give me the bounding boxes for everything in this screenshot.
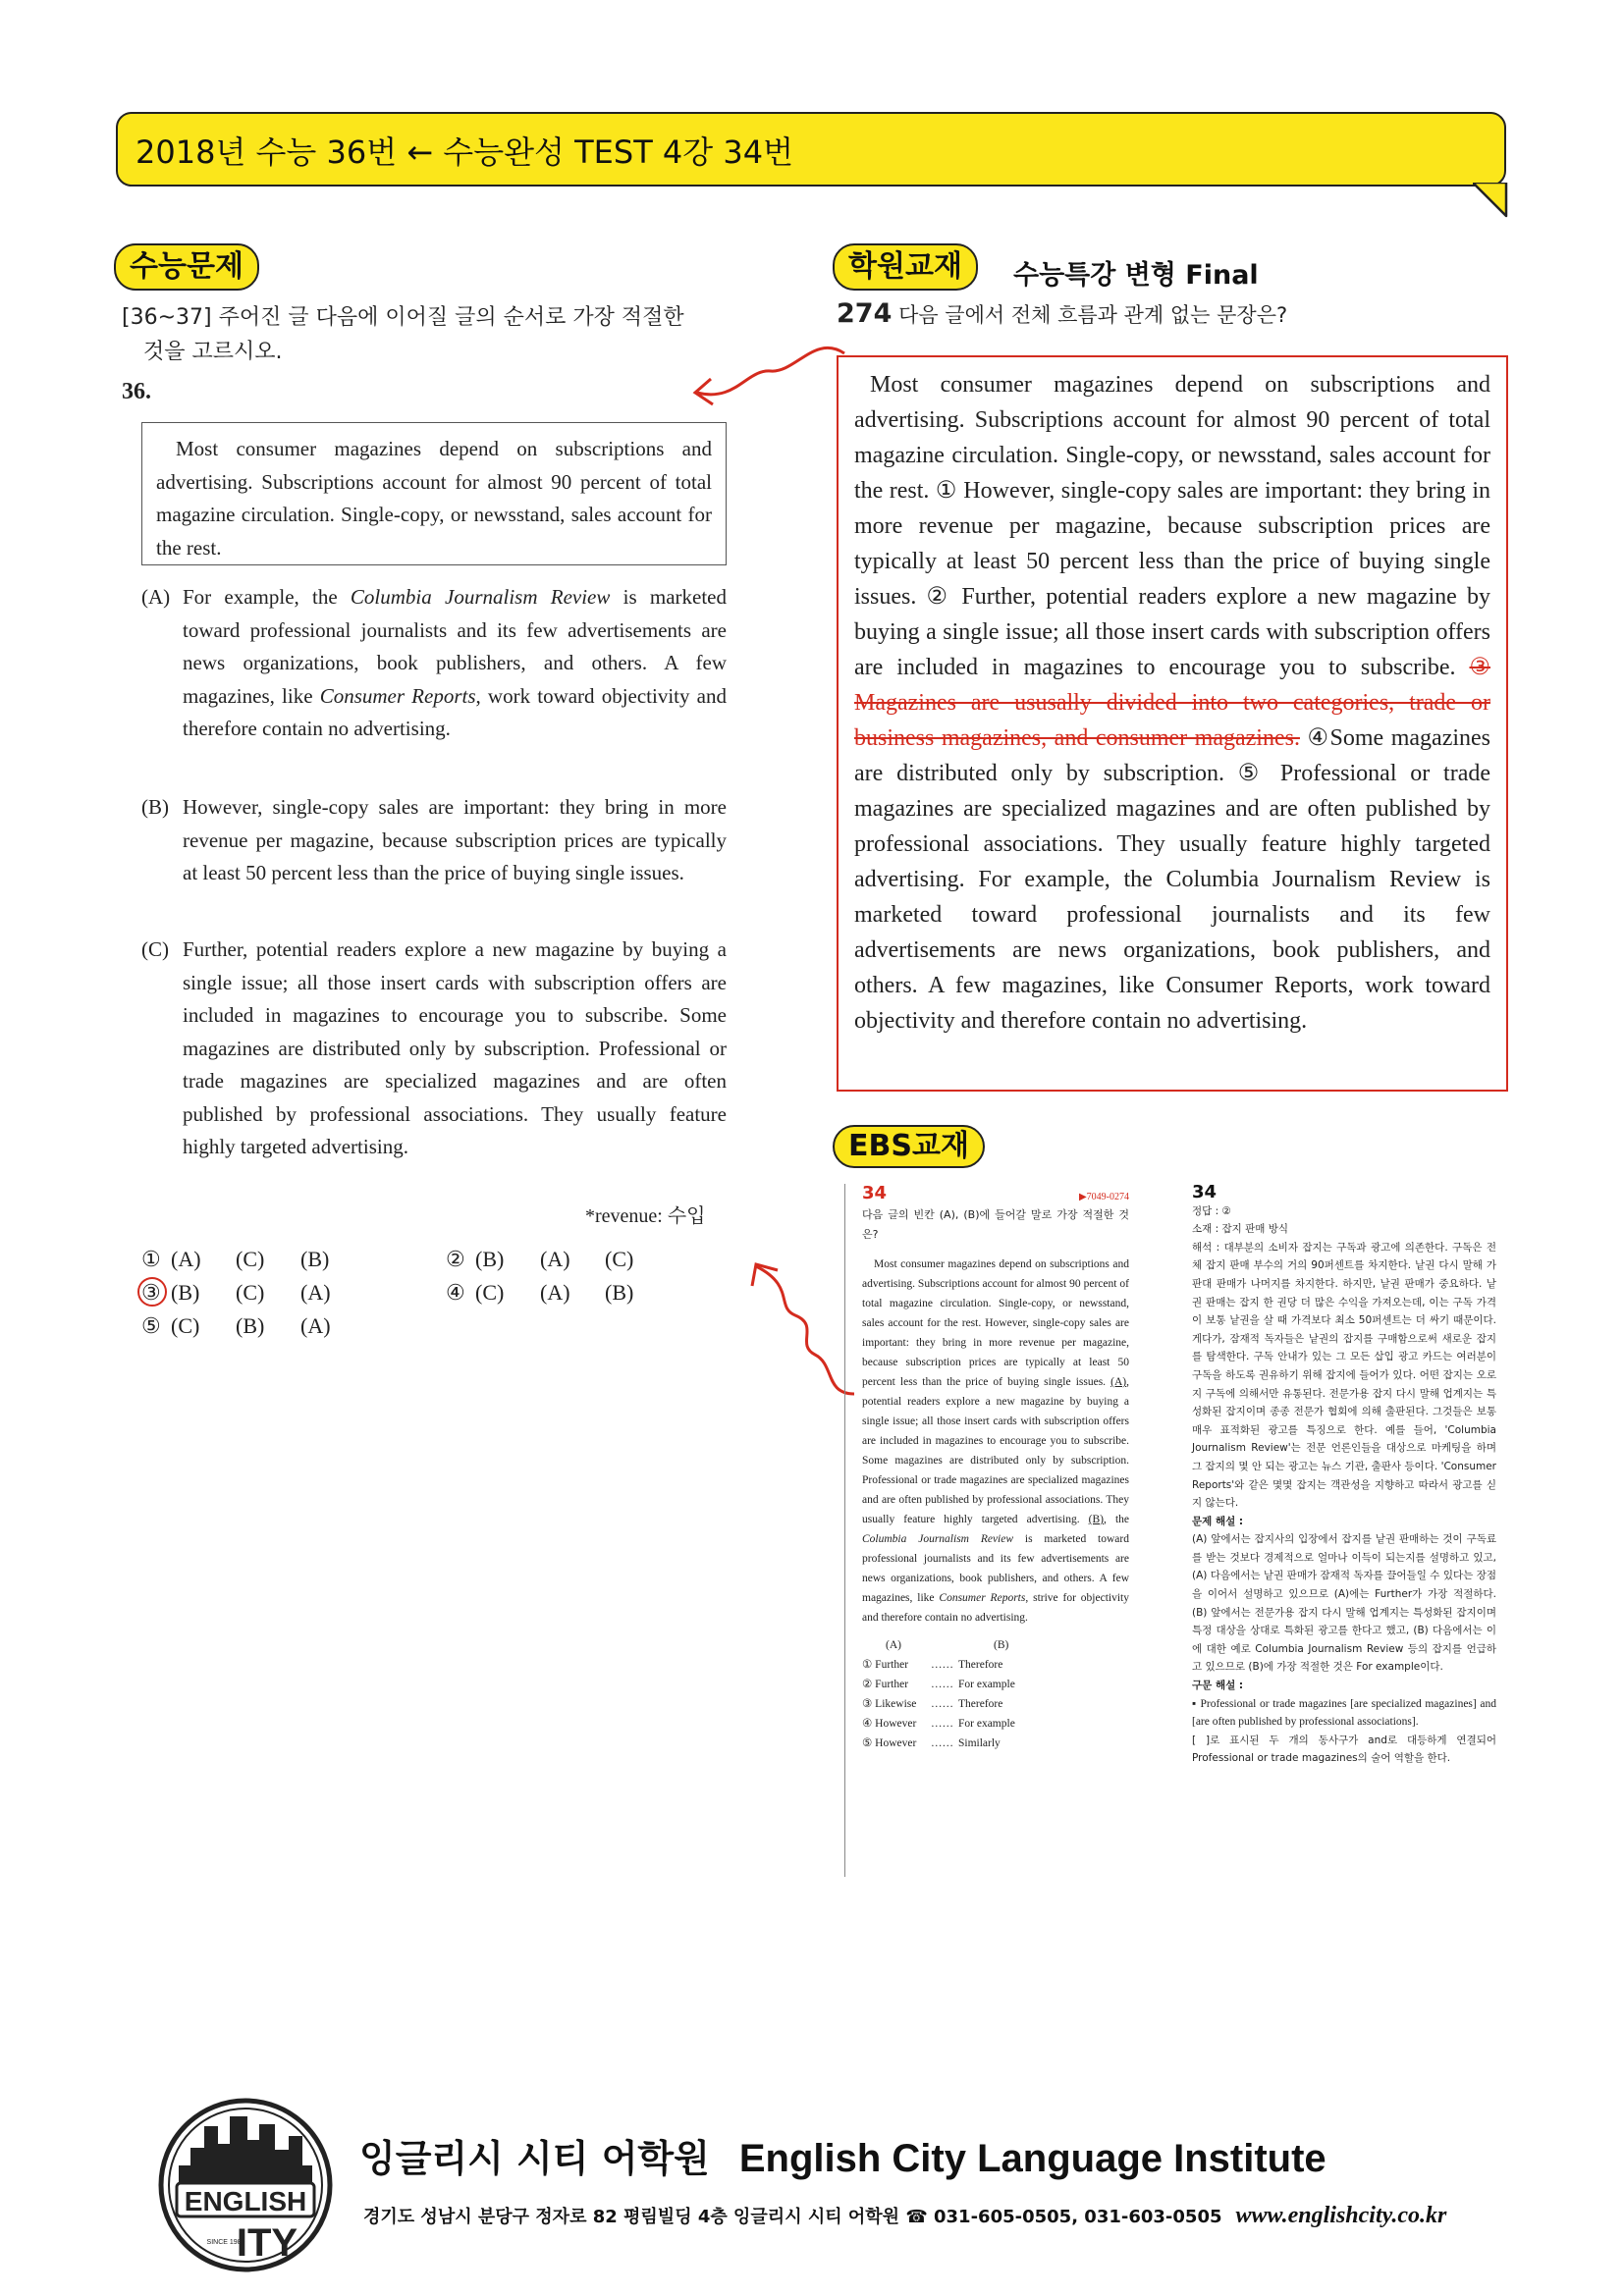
- given-passage-box: [141, 422, 727, 565]
- item-label: (C): [141, 937, 169, 961]
- given-passage: Most consumer magazines depend on subscriptions and advertising. Subscriptions account for almost 90 percent of total magazine circulation. Single-copy, or newsstand, sales account for the rest.: [156, 437, 712, 560]
- option-3[interactable]: ③ (B) (C) (A): [141, 1280, 331, 1305]
- ebs-options: (A) (B) ① Further …… Therefore ② Further …… For example ③ Likewise …… Therefore ④ However …… For example ⑤ However …… Similarly: [862, 1635, 1129, 1753]
- option-5[interactable]: ⑤ (C) (B) (A): [141, 1313, 331, 1338]
- ebs-explain: (A) 앞에서는 잡지사의 입장에서 잡지를 낱권 판매하는 것이 구독료를 받는 것보다 경제적으로 얼마나 이득이 되는지를 설명하고 있고, (A) 다음에서는 낱권 판매가 잠재적 독자를 끌어들일 수 있다는 장점을 이어서 설명하고 있으므로 (A)에는 Further가 가장 적절하다. (B) 앞에서는 전문가용 잡지 다시 말해 업계지는 특성화된 잡지이며 특정 대상을 상대로 특화된 광고를 한다고 했고, (B) 다음에서는 이에 대한 예로 Columbia Journalism Review 등의 잡지를 언급하고 있으므로 (B)에 가장 적절한 것은 For example이다.: [1192, 1533, 1496, 1674]
- ebs-passage: Most consumer magazines depend on subscriptions and advertising. Subscriptions account for almost 90 percent of total magazine circulation. Single-copy, or newsstand, sales account for the rest. However, single-copy sales are important: they bring in more revenue per magazine, because subscription prices are typically at least 50 percent less than the price of buying single issues. (A), potential readers explore a new magazine by buying a single issue; all those insert cards with subscription offers are included in magazines to encourage you to subscribe. Some magazines are distributed only by subscription. Professional or trade magazines are specialized magazines and are often published by professional associations. They usually feature highly targeted advertising. (B), the Columbia Journalism Review is marketed toward professional journalists and its few advertisements are news organizations, book publishers, and others. A few magazines, like Consumer Reports, strive for objectivity and therefore contain no advertising.: [862, 1258, 1129, 1624]
- institute-name: [359, 2128, 1326, 2182]
- academy-question-number: 274: [837, 298, 893, 329]
- institute-address: [363, 2203, 1446, 2229]
- answer-circle-icon: [137, 1277, 167, 1307]
- svg-text:ENGLISH: ENGLISH: [184, 2186, 307, 2216]
- item-c: [141, 934, 727, 1164]
- item-text: For example, the Columbia Journalism Review is marketed toward professional journalists and its few advertisements are news organizations, book publishers, and others. A few magazines, like Consumer Reports, work toward objectivity and therefore contain no advertising.: [183, 585, 727, 740]
- svg-text:SINCE 1989: SINCE 1989: [206, 2239, 245, 2246]
- question-number: 36.: [122, 379, 151, 404]
- ebs-answer-number: 34: [1192, 1182, 1218, 1202]
- label-csat-question: 수능문제: [114, 243, 259, 291]
- ebs-option-5[interactable]: ⑤ However …… Similarly: [862, 1737, 1001, 1749]
- ebs-struct-2: [ ]로 표시된 두 개의 동사구가 and로 대등하게 연결되어 Professional or trade magazines의 술어 역할을 한다.: [1192, 1734, 1496, 1765]
- item-text: However, single-copy sales are important: they bring in more revenue per magazine, because subscription prices are typically at least 50 percent less than the price of buying single issues.: [183, 795, 727, 884]
- label-academy-material: 학원교재: [833, 243, 978, 291]
- ebs-explain-head: 문제 해설 :: [1192, 1515, 1244, 1527]
- ebs-struct-1: ▪ Professional or trade magazines [are specialized magazines] and [are often published by professional associations].: [1192, 1697, 1496, 1729]
- banner-title: 2018년 수능 36번 ← 수능완성 TEST 4강 34번: [135, 133, 793, 171]
- arrow-icon: [717, 1247, 864, 1414]
- academy-question: [837, 298, 1287, 329]
- option-4[interactable]: ④ (C) (A) (B): [446, 1280, 634, 1305]
- ebs-translation: 해석 : 대부분의 소비자 잡지는 구독과 광고에 의존한다. 구독은 전체 잡지 판매 부수의 거의 90퍼센트를 차지한다. 낱권 다시 말해 가판대 판매가 나머지를 차지한다. 하지만, 낱권 판매가 중요하다. 낱권 판매는 잡지 한 권당 더 많은 수익을 가져오는데, 이는 구독 가격이 보통 낱권을 살 때 가격보다 최소 50퍼센트는 더 싸기 때문이다. 게다가, 잠재적 독자들은 낱권의 잡지를 구매함으로써 새로운 잡지를 탐색한다. 구독 안내가 있는 그 모든 삽입 광고 카드는 여러분이 구독을 하도록 권유하기 위해 잡지에 들어가 있다. 어떤 잡지는 오로지 구독에 의해서만 유통된다. 전문가용 잡지 다시 말해 업계지는 특성화된 잡지이며 종종 전문가 협회에 의해 출판된다. 그것들은 보통 매우 표적화된 광고를 특징으로 한다. 예를 들어, 'Columbia Journalism Review'는 전문 언론인들을 대상으로 마케팅을 하며 그 잡지의 몇 안 되는 광고는 뉴스 기관, 출판사 등이다. 'Consumer Reports'와 같은 몇몇 잡지는 객관성을 지향하고 따라서 광고를 싣지 않는다.: [1192, 1241, 1496, 1510]
- ebs-answer: 정답 : ②: [1192, 1204, 1231, 1217]
- ebs-code: ▶7049-0274: [1078, 1192, 1129, 1202]
- academy-subtitle: 수능특강 변형 Final: [1013, 260, 1259, 291]
- ebs-question: 다음 글의 빈칸 (A), (B)에 들어갈 말로 가장 적절한 것은?: [862, 1208, 1129, 1241]
- ebs-subject: 소재 : 잡지 판매 방식: [1192, 1223, 1289, 1236]
- academy-passage: Most consumer magazines depend on subscriptions and advertising. Subscriptions account for almost 90 percent of total magazine circulation. Single-copy, or newsstand, sales account for the rest. ① However, single-copy sales are important: they bring in more revenue per magazine, because subscription prices are typically at least 50 percent less than the price of buying single issues. ② Further, potential readers explore a new magazine by buying a single issue; all those insert cards with subscription offers are included in magazines to encourage you to subscribe. ③ Magazines are ususally divided into two categories, trade or business magazines, and consumer magazines. ④Some magazines are distributed only by subscription. ⑤ Professional or trade magazines are specialized magazines and are often published by professional associations. They usually feature highly targeted advertising. For example, the Columbia Journalism Review is marketed toward professional journalists and its few advertisements are news organizations, book publishers, and others. A few magazines, like Consumer Reports, work toward objectivity and therefore contain no advertising.: [854, 372, 1491, 1034]
- ebs-question-column: [862, 1184, 1129, 1753]
- arrow-icon: [677, 334, 854, 422]
- struck-sentence: ③ Magazines are ususally divided into two categories, trade or business magazines, and consumer magazines.: [854, 655, 1490, 751]
- ebs-option-4[interactable]: ④ However …… For example: [862, 1718, 1015, 1730]
- english-city-logo-icon: [157, 2097, 334, 2273]
- svg-text:ITY: ITY: [236, 2221, 298, 2265]
- instruction-line-2: 것을 고르시오.: [143, 340, 283, 364]
- ebs-struct-head: 구문 해설 :: [1192, 1680, 1244, 1692]
- ebs-option-1[interactable]: ① Further …… Therefore: [862, 1659, 1003, 1671]
- option-2[interactable]: ② (B) (A) (C): [446, 1247, 634, 1271]
- academy-question-text: 다음 글에서 전체 흐름과 관계 없는 문장은?: [898, 303, 1288, 327]
- ebs-divider: [844, 1184, 845, 1877]
- ebs-number: 34: [862, 1183, 888, 1203]
- item-label: (A): [141, 585, 171, 609]
- instruction-line-1: [36~37] 주어진 글 다음에 이어질 글의 순서로 가장 적절한: [122, 305, 684, 330]
- label-ebs-material: EBS교재: [833, 1125, 985, 1168]
- address-text: 경기도 성남시 분당구 정자로 82 평림빌딩 4층 잉글리시 시티 어학원 ☎ 031-605-0505, 031-603-0505: [363, 2207, 1222, 2227]
- item-a: [141, 581, 727, 746]
- institute-name-en: English City Language Institute: [738, 2137, 1326, 2180]
- ebs-option-3[interactable]: ③ Likewise …… Therefore: [862, 1698, 1003, 1710]
- website-link[interactable]: www.englishcity.co.kr: [1235, 2203, 1447, 2228]
- instruction: [122, 300, 727, 369]
- item-b: [141, 791, 727, 890]
- option-1[interactable]: ① (A) (C) (B): [141, 1247, 330, 1271]
- institute-name-ko: 잉글리시 시티 어학원: [359, 2137, 710, 2180]
- title-banner: [116, 112, 1506, 187]
- item-text: Further, potential readers explore a new magazine by buying a single issue; all those insert cards with subscription offers are included in magazines to encourage you to subscribe. Some magazines are distributed only by subscription. Professional or trade magazines are specialized magazines and are often published by professional associations. They usually feature highly targeted advertising.: [183, 937, 727, 1158]
- banner-fold-icon: [1473, 183, 1508, 222]
- item-label: (B): [141, 795, 169, 819]
- gloss: *revenue: 수입: [585, 1205, 706, 1227]
- ebs-answer-column: [1192, 1184, 1496, 1768]
- ebs-option-2[interactable]: ② Further …… For example: [862, 1679, 1015, 1690]
